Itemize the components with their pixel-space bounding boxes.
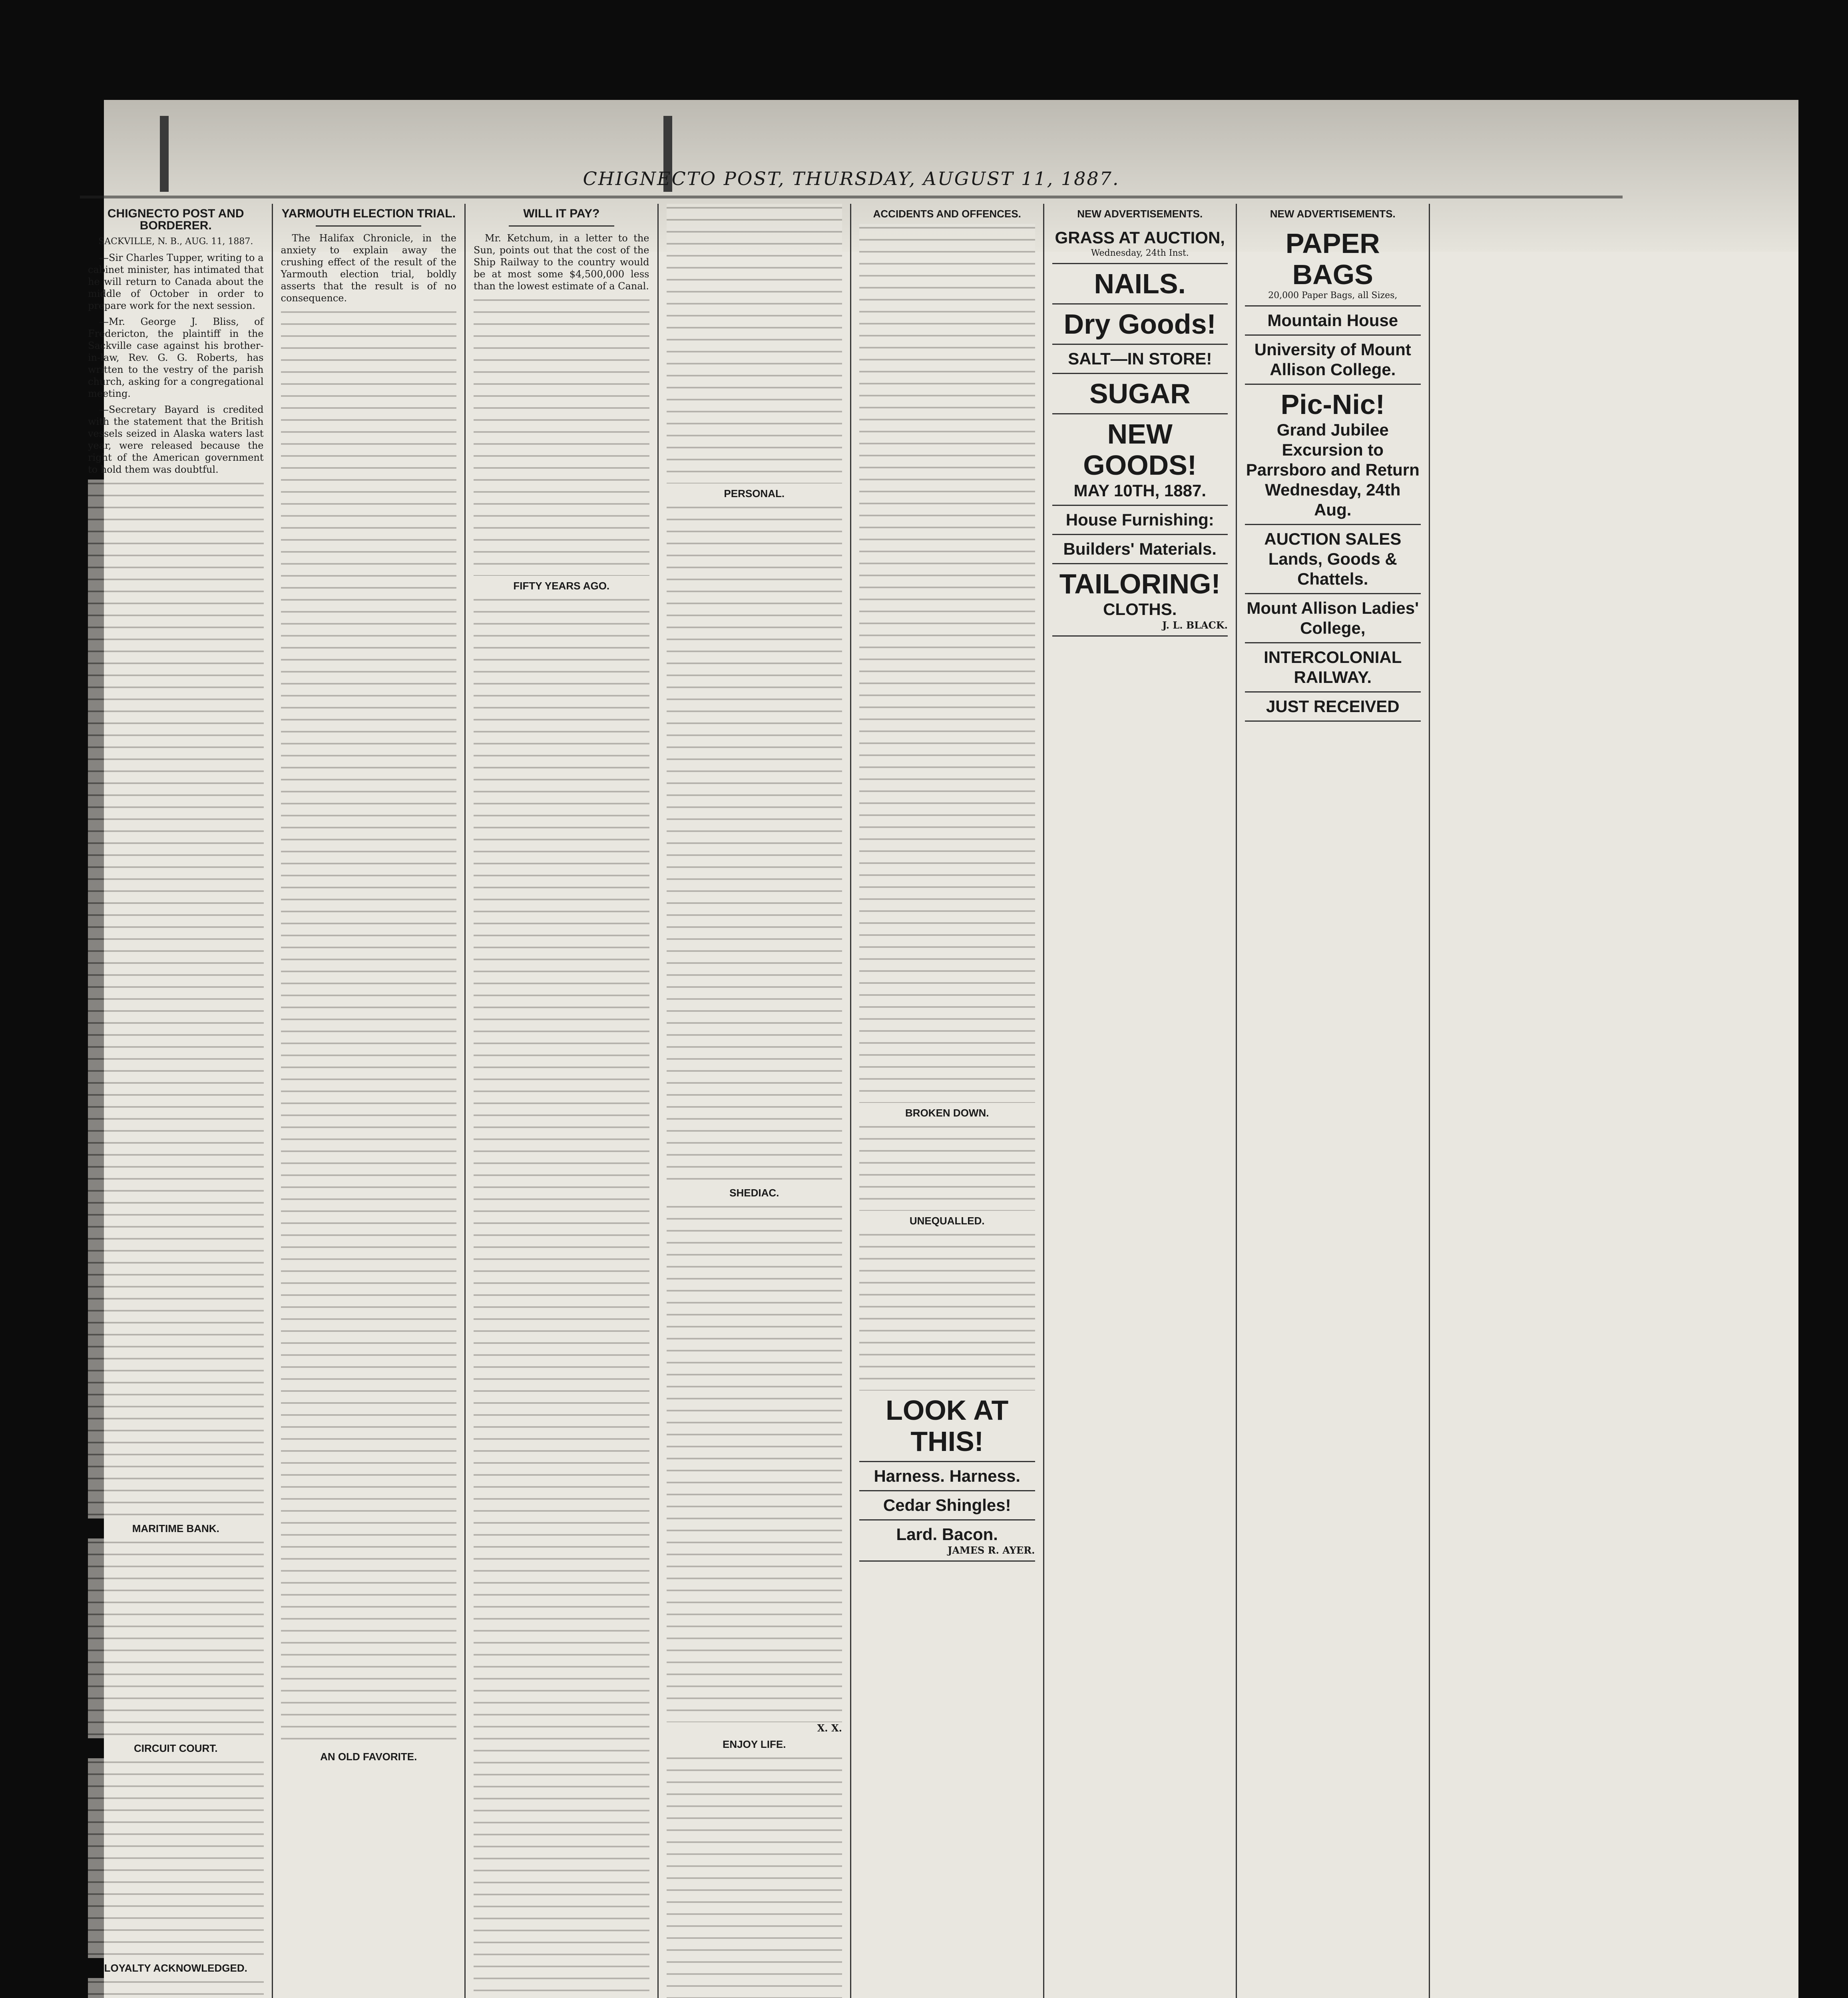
advertisement: Lard. Bacon. JAMES R. AYER.: [859, 1520, 1035, 1562]
subhead: BROKEN DOWN.: [905, 1107, 989, 1119]
advertisement: Mount Allison Ladies' College,: [1245, 594, 1421, 643]
column-head: YARMOUTH ELECTION TRIAL.: [281, 207, 456, 220]
text-block: [88, 1978, 264, 1998]
subhead: ENJOY LIFE.: [723, 1738, 786, 1750]
article-text: —Mr. George J. Bliss, of Fredericton, the plaintiff in the Sackville case against his brother-in-law, Rev. G. G. Roberts, has written to the vestry of the parish church, asking for a congregational meeting.: [88, 316, 264, 399]
advertisement: Builders' Materials.: [1052, 535, 1228, 564]
advertisement: Cedar Shingles!: [859, 1491, 1035, 1520]
text-block: [859, 224, 1035, 1103]
column-7: [1237, 204, 1430, 1998]
article-text: Mr. Ketchum, in a letter to the Sun, points out that the cost of the Ship Railway to the country would be at most some $4,500,000 less than the lowest estimate of a Canal.: [474, 233, 649, 292]
column-4: [659, 204, 852, 1998]
advertisement: NAILS.: [1052, 264, 1228, 304]
divider: [509, 225, 614, 227]
subhead: UNEQUALLED.: [909, 1215, 985, 1227]
subhead: PERSONAL.: [724, 488, 785, 500]
advertisement: Mountain House: [1245, 306, 1421, 336]
columns: [80, 204, 1623, 1998]
text-block: [281, 308, 457, 1747]
advertisement: TAILORING! CLOTHS. J. L. BLACK.: [1052, 564, 1228, 637]
advertisement: Dry Goods!: [1052, 304, 1228, 345]
advertisement: SALT—IN STORE!: [1052, 345, 1228, 374]
text-block: [474, 296, 649, 576]
text-block: [88, 1538, 264, 1738]
advertisement: AUCTION SALES Lands, Goods & Chattels.: [1245, 525, 1421, 594]
text-block: [667, 1754, 842, 1998]
column-1: [80, 204, 273, 1998]
column-5: [851, 204, 1044, 1998]
advertisement: INTERCOLONIAL RAILWAY.: [1245, 643, 1421, 693]
advertisement: University of Mount Allison College.: [1245, 336, 1421, 385]
subhead: AN OLD FAVORITE.: [320, 1751, 417, 1763]
advertisement: Harness. Harness.: [859, 1462, 1035, 1491]
advertisement: House Furnishing:: [1052, 506, 1228, 535]
subhead: FIFTY YEARS AGO.: [513, 580, 610, 592]
subhead: MARITIME BANK.: [132, 1522, 219, 1534]
advertisement: SUGAR: [1052, 374, 1228, 414]
subhead: LOYALTY ACKNOWLEDGED.: [104, 1962, 247, 1974]
column-head: NEW ADVERTISEMENTS.: [1077, 208, 1203, 220]
text-block: [859, 1231, 1035, 1391]
column-6: [1044, 204, 1237, 1998]
signature: J. L. BLACK.: [1162, 619, 1228, 631]
text-block: [474, 596, 649, 1998]
column-head: CHIGNECTO POST AND BORDERER.: [107, 207, 244, 232]
column-8: [1430, 204, 1623, 1998]
column-head: ACCIDENTS AND OFFENCES.: [873, 208, 1021, 220]
column-head: WILL IT PAY?: [523, 207, 600, 220]
column-3: [466, 204, 659, 1998]
column-head: NEW ADVERTISEMENTS.: [1270, 208, 1396, 220]
advertisement: PAPER BAGS 20,000 Paper Bags, all Sizes,: [1245, 224, 1421, 306]
article-text: —Secretary Bayard is credited with the statement that the British vessels seized in Alaska waters last year, were released because the right of the American government to hold them was doubtful.: [88, 404, 264, 475]
text-block: [667, 204, 842, 484]
subhead: SHEDIAC.: [729, 1187, 779, 1199]
dateline: SACKVILLE, N. B., AUG. 11, 1887.: [98, 237, 253, 247]
text-block: [667, 503, 842, 1183]
advertisement: Pic-Nic! Grand Jubilee Excursion to Parrsboro and Return Wednesday, 24th Aug.: [1245, 385, 1421, 525]
text-block: [88, 1758, 264, 1958]
advertisement: GRASS AT AUCTION, Wednesday, 24th Inst.: [1052, 224, 1228, 264]
masthead: CHIGNECTO POST, THURSDAY, AUGUST 11, 1887.: [80, 168, 1623, 198]
divider: [316, 225, 421, 227]
text-block: [667, 1203, 842, 1722]
text-block: [859, 1123, 1035, 1211]
signature: X. X.: [817, 1722, 842, 1734]
column-2: [273, 204, 466, 1998]
text-block: [88, 480, 264, 1518]
advertisement: LOOK AT THIS!: [859, 1391, 1035, 1462]
article-text: —Sir Charles Tupper, writing to a cabinet minister, has intimated that he will return to Canada about the middle of October in order to prepare work for the next session.: [88, 252, 264, 311]
article-text: The Halifax Chronicle, in the anxiety to explain away the crushing effect of the result of the Yarmouth election trial, boldly asserts that the result is of no consequence.: [281, 233, 456, 304]
advertisement: NEW GOODS! MAY 10TH, 1887.: [1052, 414, 1228, 506]
advertisement: JUST RECEIVED: [1245, 693, 1421, 722]
subhead: CIRCUIT COURT.: [134, 1742, 218, 1754]
signature: JAMES R. AYER.: [948, 1544, 1035, 1556]
